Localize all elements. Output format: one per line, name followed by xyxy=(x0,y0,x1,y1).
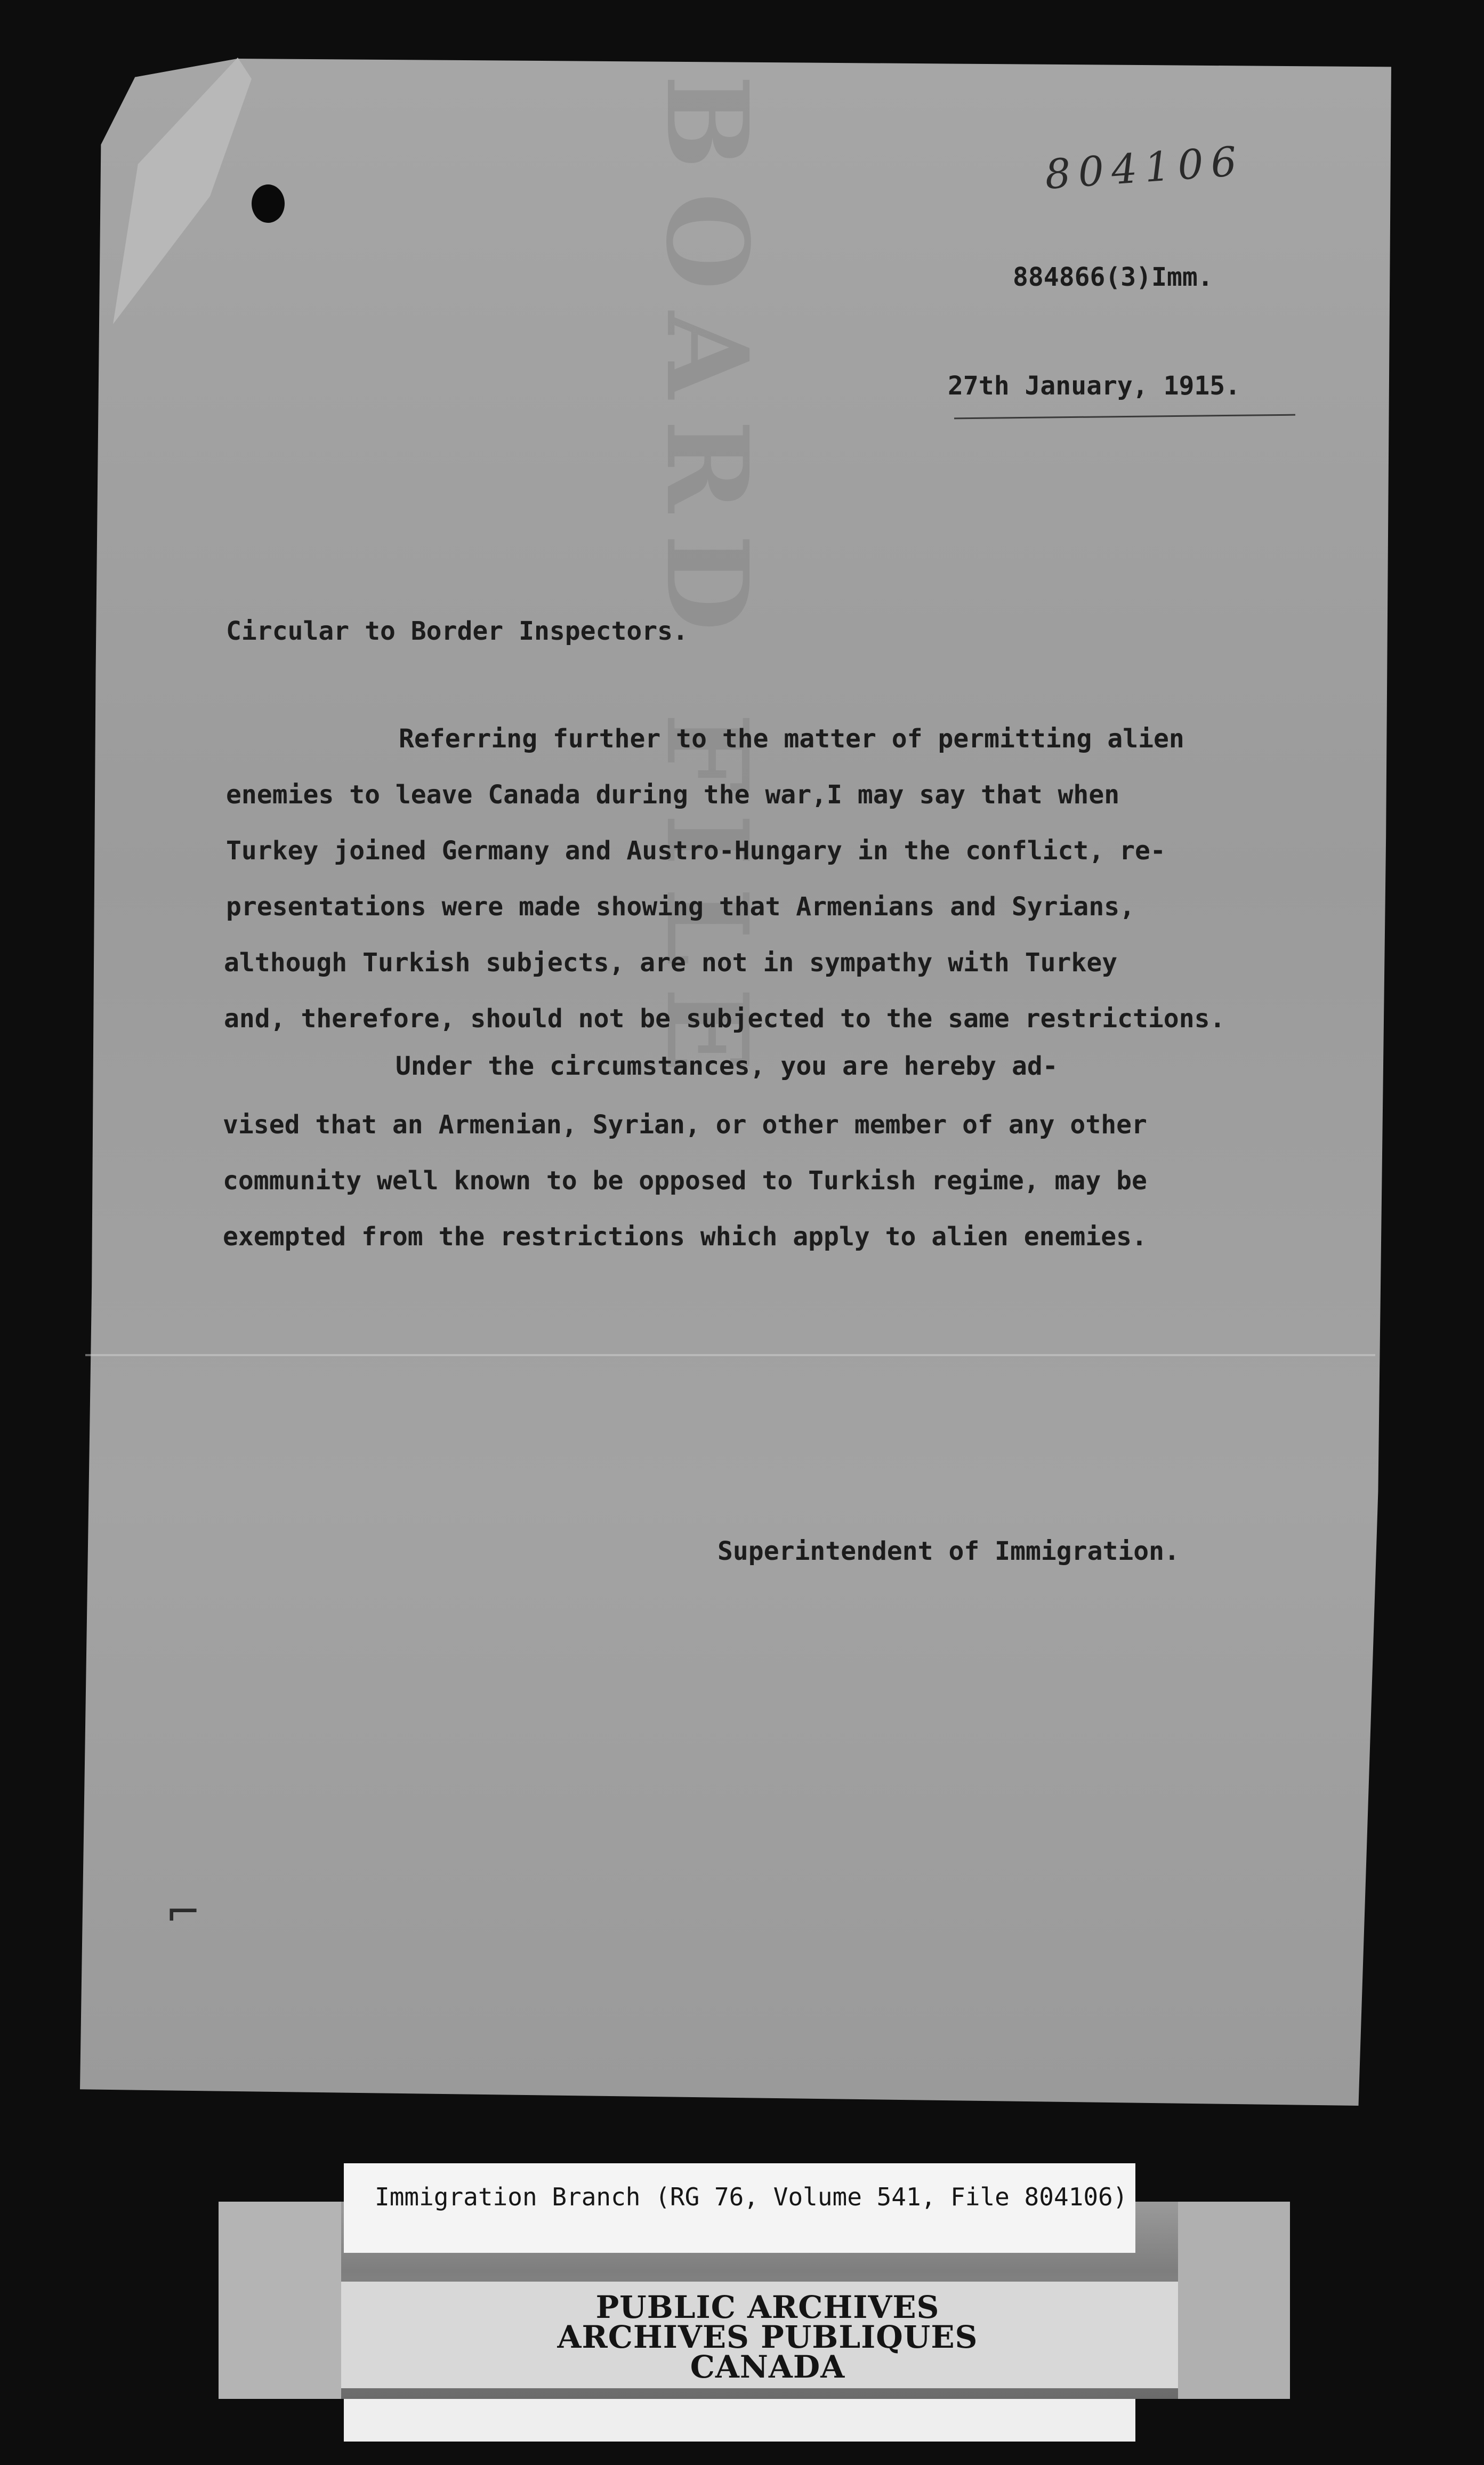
stamp-line-3: CANADA xyxy=(690,2349,845,2385)
margin-pencil-mark: ⌐ xyxy=(165,1887,201,1937)
handwritten-file-number: 804106 xyxy=(1043,137,1246,198)
archive-label-text: Immigration Branch (RG 76, Volume 541, File 804106) xyxy=(375,2182,1128,2211)
public-archives-stamp xyxy=(533,2289,1002,2385)
circular-heading: Circular to Border Inspectors. xyxy=(226,616,688,646)
body-line: vised that an Armenian, Syrian, or other member of any other xyxy=(223,1110,1147,1140)
body-line: Referring further to the matter of permitting alien xyxy=(399,724,1184,754)
body-line: community well known to be opposed to Turkish regime, may be xyxy=(223,1166,1147,1196)
body-line: exempted from the restrictions which apply to alien enemies. xyxy=(223,1222,1147,1252)
signature-line: Superintendent of Immigration. xyxy=(717,1536,1180,1566)
reference-number: 884866(3)Imm. xyxy=(1013,262,1213,292)
body-line: presentations were made showing that Armenians and Syrians, xyxy=(226,892,1135,922)
punch-hole xyxy=(252,184,285,223)
stamp-line-2: ARCHIVES PUBLIQUES xyxy=(557,2319,978,2355)
bottom-white-strip xyxy=(344,2399,1135,2442)
body-line: and, therefore, should not be subjected to the same restrictions. xyxy=(224,1004,1225,1034)
letter-date: 27th January, 1915. xyxy=(948,371,1241,401)
faded-stamp-watermark: BOARD FILE xyxy=(641,75,773,1094)
archive-band-right-tab xyxy=(1178,2202,1290,2399)
stamp-line-1: PUBLIC ARCHIVES xyxy=(595,2289,940,2325)
body-line: Turkey joined Germany and Austro-Hungary in the conflict, re- xyxy=(226,836,1166,866)
archive-label xyxy=(344,2163,1135,2253)
archive-band-left-tab xyxy=(219,2202,341,2399)
body-line: although Turkish subjects, are not in sympathy with Turkey xyxy=(224,948,1118,978)
body-line: enemies to leave Canada during the war,I may say that when xyxy=(226,780,1120,810)
body-line: Under the circumstances, you are hereby ad- xyxy=(396,1051,1058,1081)
